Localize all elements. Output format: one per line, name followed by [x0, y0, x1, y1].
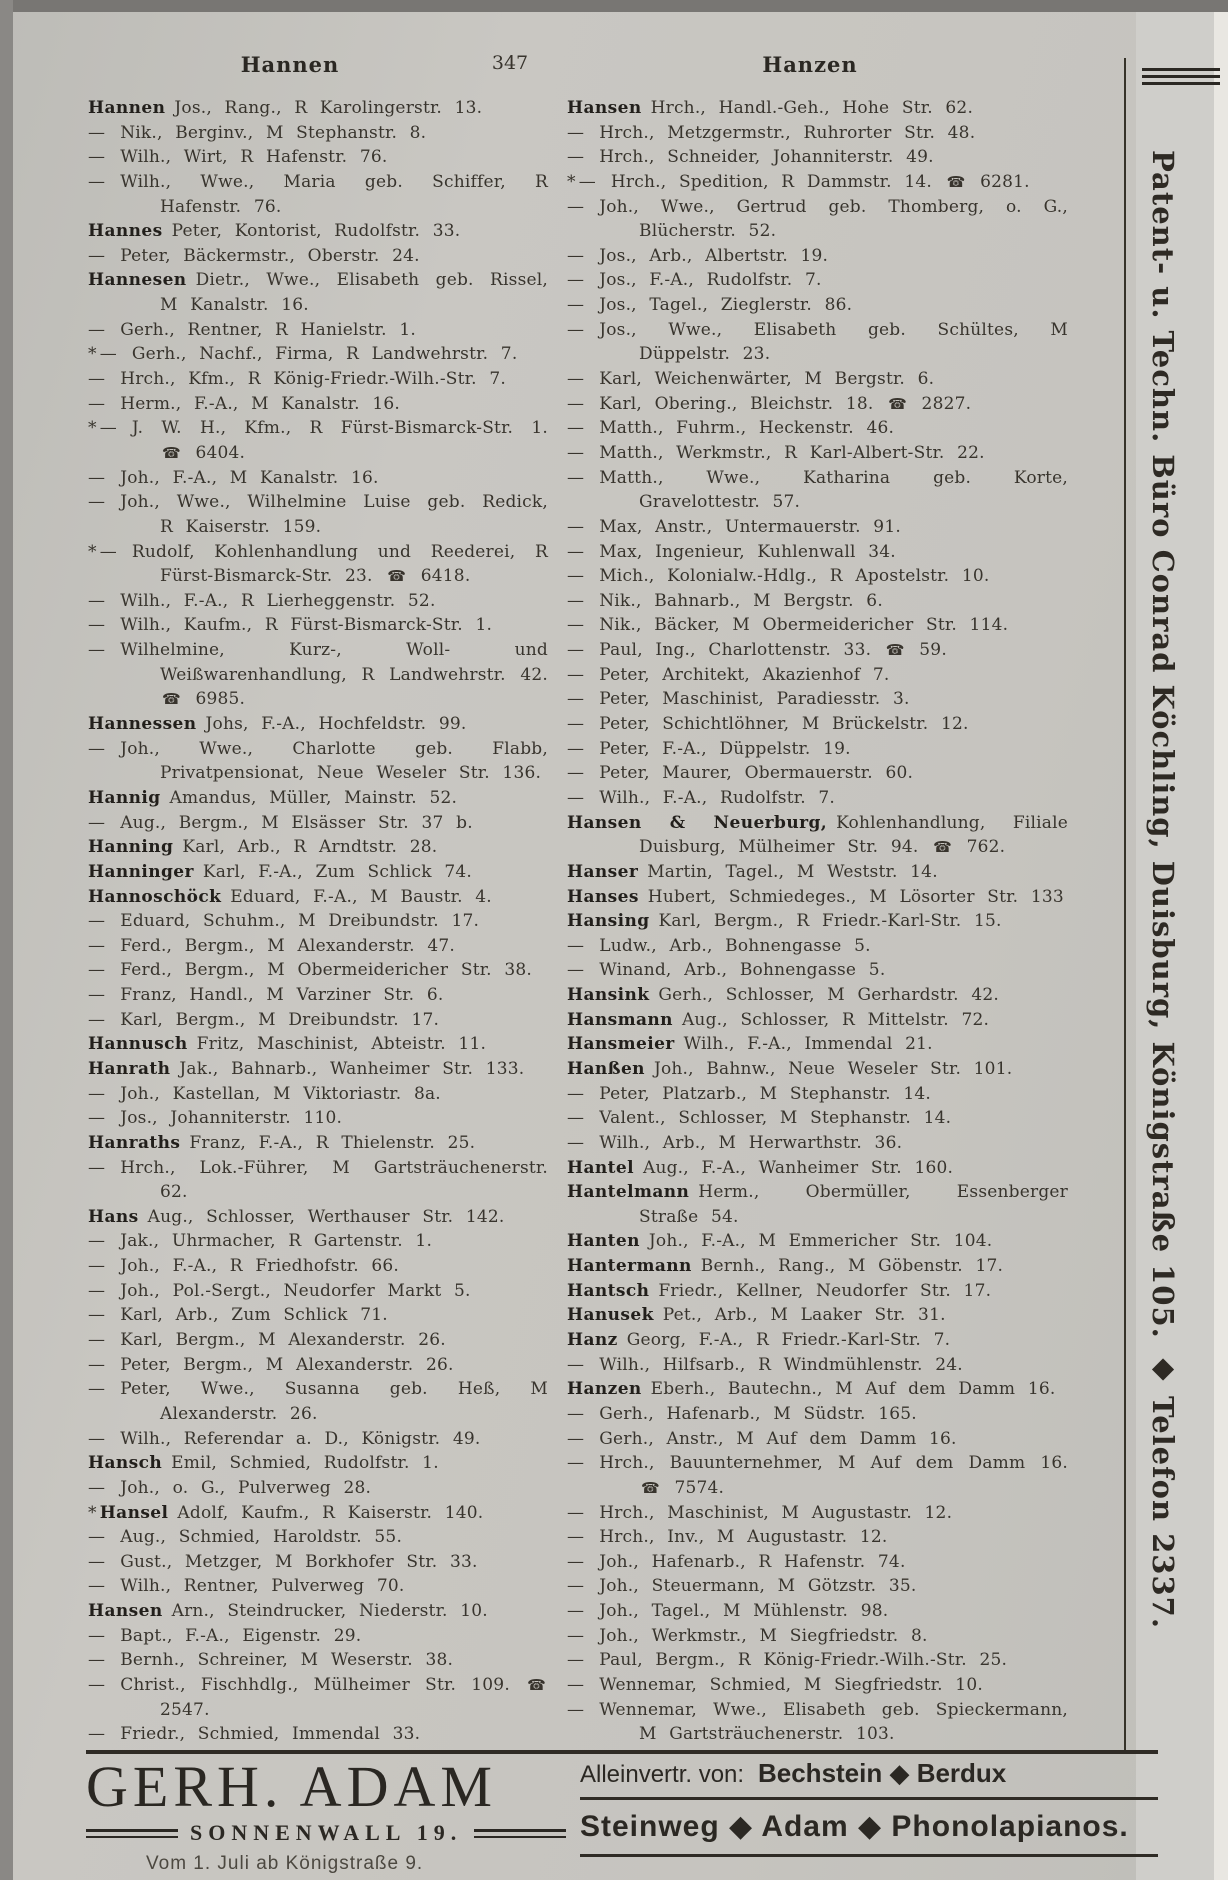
directory-entry: — Wilhelmine, Kurz-, Woll- und Weißwarenhandlung, R Landwehrstr. 42. ☎ 6985.: [88, 640, 548, 710]
surname: Hantel: [567, 1157, 634, 1178]
directory-entry: — Peter, F.-A., Düppelstr. 19.: [567, 738, 851, 759]
directory-entry: Hansink Gerh., Schlosser, M Gerhardstr. 42.: [567, 985, 1000, 1006]
header-left-title: Hannen: [240, 52, 340, 77]
ditto-dash-icon: —: [567, 1083, 585, 1104]
directory-entry: — Gust., Metzger, M Borkhofer Str. 33.: [88, 1551, 478, 1572]
directory-columns: [88, 96, 1068, 1748]
ditto-dash-icon: —: [567, 714, 585, 735]
ditto-dash-icon: —: [88, 1157, 106, 1178]
directory-entry: — Joh., Kastellan, M Viktoriastr. 8a.: [88, 1083, 441, 1104]
directory-entry: Hanninger Karl, F.-A., Zum Schlick 74.: [88, 861, 473, 882]
directory-entry: — Joh., Tagel., M Mühlenstr. 98.: [567, 1601, 889, 1622]
directory-entry: — Karl, Bergm., M Dreibundstr. 17.: [88, 1009, 440, 1030]
ditto-dash-icon: —: [567, 295, 585, 316]
ditto-dash-icon: —: [567, 787, 585, 808]
ditto-dash-icon: —: [88, 1576, 106, 1597]
ditto-dash-icon: —: [88, 590, 106, 611]
directory-entry: — Hrch., Metzgermstr., Ruhrorter Str. 48.: [567, 122, 976, 143]
directory-entry: Hannen Jos., Rang., R Karolingerstr. 13.: [88, 98, 483, 118]
ditto-dash-icon: —: [567, 245, 585, 266]
ditto-dash-icon: —: [567, 960, 585, 981]
ditto-dash-icon: —: [88, 911, 106, 932]
directory-entry: Hannes Peter, Kontorist, Rudolfstr. 33.: [88, 221, 461, 242]
star-marker: *: [567, 171, 576, 192]
surname: Hans: [88, 1206, 139, 1227]
ditto-dash-icon: —: [567, 935, 585, 956]
directory-entry: — Jos., Wwe., Elisabeth geb. Schültes, M Düppelstr. 23.: [567, 319, 1068, 365]
telephone-icon: ☎: [933, 838, 953, 857]
surname: Hannig: [88, 787, 161, 808]
directory-entry: — Joh., F.-A., M Kanalstr. 16.: [88, 467, 379, 488]
directory-entry: — Ferd., Bergm., M Obermeidericher Str. 38.: [88, 960, 533, 981]
surname: Hannen: [88, 98, 166, 118]
page-number: 347: [491, 52, 529, 74]
ditto-dash-icon: —: [88, 812, 106, 833]
directory-entry: Hantelmann Herm., Obermüller, Essenberger Straße 54.: [567, 1182, 1068, 1227]
star-marker: *: [88, 418, 97, 439]
ditto-dash-icon: —: [567, 1502, 585, 1523]
directory-entry: — Mich., Kolonialw.-Hdlg., R Apostelstr. 10.: [567, 566, 990, 587]
directory-entry: Hannesen Dietr., Wwe., Elisabeth geb. Rissel, M Kanalstr. 16.: [88, 270, 548, 316]
directory-entry: — Wilh., Hilfsarb., R Windmühlenstr. 24.: [567, 1354, 963, 1375]
directory-entry: — Wilh., F.-A., Rudolfstr. 7.: [567, 787, 836, 808]
directory-entry: — Joh., Steuermann, M Götzstr. 35.: [567, 1576, 917, 1597]
directory-entry: Hannoschöck Eduard, F.-A., M Baustr. 4.: [88, 886, 492, 907]
directory-entry: — Joh., Wwe., Charlotte geb. Flabb, Privatpensionat, Neue Weseler Str. 136.: [88, 738, 548, 784]
ditto-dash-icon: —: [88, 1009, 106, 1030]
double-rule-icon: [474, 1829, 566, 1838]
ditto-dash-icon: —: [567, 467, 585, 488]
directory-entry: Hansmeier Wilh., F.-A., Immendal 21.: [567, 1034, 933, 1055]
ditto-dash-icon: —: [567, 1650, 585, 1671]
directory-entry: — Friedr., Schmied, Immendal 33.: [88, 1724, 421, 1745]
ditto-dash-icon: —: [567, 1551, 585, 1572]
ditto-dash-icon: —: [567, 738, 585, 759]
page-right-edge: [1214, 0, 1228, 1880]
directory-entry: — Paul, Bergm., R König-Friedr.-Wilh.-Str. 25.: [567, 1650, 1008, 1671]
ditto-dash-icon: —: [99, 344, 117, 365]
ditto-dash-icon: —: [88, 960, 106, 981]
directory-entry: * — Gerh., Nachf., Firma, R Landwehrstr. 7.: [88, 344, 518, 365]
directory-column-right: [567, 96, 1068, 1748]
ditto-dash-icon: —: [567, 1675, 585, 1695]
directory-entry: Hanser Martin, Tagel., M Weststr. 14.: [567, 861, 938, 882]
directory-entry: Hantermann Bernh., Rang., M Göbenstr. 17.: [567, 1256, 1004, 1277]
directory-entry: Hanses Hubert, Schmiedeges., M Lösorter Str. 133: [567, 886, 1064, 907]
directory-entry: Hanning Karl, Arb., R Arndtstr. 28.: [88, 837, 438, 858]
star-marker: *: [88, 344, 97, 365]
directory-entry: — Peter, Architekt, Akazienhof 7.: [567, 664, 890, 685]
directory-entry: — Joh., Wwe., Gertrud geb. Thomberg, o. G., Blücherstr. 52.: [567, 196, 1068, 242]
surname: Hanz: [567, 1330, 618, 1351]
directory-entry: Hanzen Eberh., Bautechn., M Auf dem Damm 16.: [567, 1379, 1056, 1400]
ditto-dash-icon: —: [88, 369, 106, 390]
directory-entry: — Joh., Hafenarb., R Hafenstr. 74.: [567, 1551, 906, 1572]
ditto-dash-icon: —: [88, 1724, 106, 1745]
ditto-dash-icon: —: [567, 664, 585, 685]
ditto-dash-icon: —: [88, 1354, 106, 1375]
ditto-dash-icon: —: [567, 566, 585, 587]
ditto-dash-icon: —: [88, 1675, 106, 1695]
directory-entry: — Wilh., Wwe., Maria geb. Schiffer, R Hafenstr. 76.: [88, 171, 548, 217]
ditto-dash-icon: —: [567, 1625, 585, 1646]
ditto-dash-icon: —: [567, 1428, 585, 1449]
directory-entry: — Karl, Bergm., M Alexanderstr. 26.: [88, 1330, 446, 1351]
ditto-dash-icon: —: [567, 319, 585, 340]
ditto-dash-icon: —: [88, 738, 106, 759]
directory-entry: — Peter, Schichtlöhner, M Brückelstr. 12.: [567, 714, 969, 735]
ditto-dash-icon: —: [88, 319, 106, 340]
ad-distributor-prefix: Alleinvertr. von:: [580, 1761, 745, 1788]
surname: Hanraths: [88, 1132, 181, 1153]
ditto-dash-icon: —: [567, 393, 585, 414]
telephone-icon: ☎: [162, 443, 181, 462]
ditto-dash-icon: —: [88, 1330, 106, 1351]
directory-entry: Hansen & Neuerburg, Kohlenhandlung, Filiale Duisburg, Mülheimer Str. 94. ☎ 762.: [567, 812, 1068, 858]
directory-entry: Hansing Karl, Bergm., R Friedr.-Karl-Str. 15.: [567, 911, 1002, 932]
directory-entry: [88, 1747, 548, 1748]
directory-entry: — Aug., Schmied, Haroldstr. 55.: [88, 1527, 403, 1548]
ditto-dash-icon: —: [99, 541, 117, 562]
ditto-dash-icon: —: [99, 418, 117, 439]
directory-entry: — Nik., Bahnarb., M Bergstr. 6.: [567, 590, 883, 611]
directory-entry: — Wennemar, Wwe., Elisabeth geb. Spieckermann, M Gartsträuchenerstr. 103.: [567, 1699, 1068, 1745]
directory-entry: Hansen Hrch., Handl.-Geh., Hohe Str. 62.: [567, 98, 974, 118]
ditto-dash-icon: —: [88, 1428, 106, 1449]
sidebar-top-rules: [1142, 68, 1220, 85]
ad-move-note: Vom 1. Juli ab Königstraße 9.: [146, 1853, 424, 1874]
directory-entry: — Eduard, Schuhm., M Dreibundstr. 17.: [88, 911, 480, 932]
directory-entry: — Joh., o. G., Pulverweg 28.: [88, 1477, 372, 1498]
directory-entry: — Wennemar, Schmied, M Siegfriedstr. 10.: [567, 1675, 983, 1695]
ditto-dash-icon: —: [88, 935, 106, 956]
directory-entry: — Franz, Handl., M Varziner Str. 6.: [88, 985, 444, 1006]
surname: Hannusch: [88, 1034, 188, 1055]
surname: Hansch: [88, 1453, 163, 1474]
surname: Hansmann: [567, 1009, 673, 1030]
directory-entry: * Hansel Adolf, Kaufm., R Kaiserstr. 140.: [88, 1502, 484, 1523]
ditto-dash-icon: —: [567, 615, 585, 636]
surname: Hanzen: [567, 1379, 642, 1400]
directory-entry: — Gerh., Hafenarb., M Südstr. 165.: [567, 1403, 917, 1424]
directory-entry: — Peter, Maurer, Obermauerstr. 60.: [567, 763, 914, 784]
surname: Hansen & Neuerburg,: [567, 812, 828, 833]
ad-right-block: [554, 1754, 1158, 1874]
ad-distributor-brands: Bechstein ◆ Berdux: [757, 1758, 1007, 1788]
ditto-dash-icon: —: [567, 689, 585, 710]
photo-edge-top: [0, 0, 1228, 12]
directory-entry: Hansmann Aug., Schlosser, R Mittelstr. 72.: [567, 1009, 990, 1030]
directory-entry: — Hrch., Lok.-Führer, M Gartsträuchenerstr. 62.: [88, 1157, 548, 1203]
ditto-dash-icon: —: [567, 1527, 585, 1548]
ditto-dash-icon: —: [567, 1453, 585, 1474]
directory-entry: — Joh., Werkmstr., M Siegfriedstr. 8.: [567, 1625, 928, 1646]
telephone-icon: ☎: [888, 394, 907, 413]
ditto-dash-icon: —: [567, 1108, 585, 1129]
ditto-dash-icon: —: [88, 1650, 106, 1671]
directory-entry: Hantel Aug., F.-A., Wanheimer Str. 160.: [567, 1157, 954, 1178]
directory-entry: — Joh., Wwe., Wilhelmine Luise geb. Redick, R Kaiserstr. 159.: [88, 492, 548, 537]
directory-entry: — Nik., Bäcker, M Obermeidericher Str. 114.: [567, 615, 1009, 636]
directory-entry: Hanraths Franz, F.-A., R Thielenstr. 25.: [88, 1132, 476, 1153]
surname: Hansen: [88, 1601, 163, 1622]
header-right-title: Hanzen: [762, 52, 858, 77]
surname: Hansink: [567, 985, 650, 1006]
directory-entry: — Peter, Platzarb., M Stephanstr. 14.: [567, 1083, 931, 1104]
ditto-dash-icon: —: [88, 1280, 106, 1301]
surname: Hanning: [88, 837, 174, 858]
surname: Hannoschöck: [88, 886, 222, 907]
ditto-dash-icon: —: [88, 1477, 106, 1498]
directory-entry: — Matth., Werkmstr., R Karl-Albert-Str. 22.: [567, 442, 985, 463]
telephone-icon: ☎: [885, 641, 905, 660]
ad-company-name: GERH. ADAM: [86, 1754, 497, 1819]
ditto-dash-icon: —: [567, 1601, 585, 1622]
telephone-icon: ☎: [946, 172, 966, 191]
ditto-dash-icon: —: [88, 171, 106, 192]
directory-entry: Hantsch Friedr., Kellner, Neudorfer Str. 17.: [567, 1280, 992, 1301]
ditto-dash-icon: —: [567, 1403, 585, 1424]
directory-entry: — Hrch., Maschinist, M Augustastr. 12.: [567, 1502, 953, 1523]
directory-entry: — Jak., Uhrmacher, R Gartenstr. 1.: [88, 1231, 433, 1252]
ditto-dash-icon: —: [88, 147, 106, 168]
surname: Hannes: [88, 221, 163, 242]
surname: Hansing: [567, 911, 650, 932]
ditto-dash-icon: —: [567, 442, 585, 463]
surname: Hanninger: [88, 861, 194, 882]
directory-entry: — Karl, Weichenwärter, M Bergstr. 6.: [567, 369, 935, 390]
directory-entry: — Joh., F.-A., R Friedhofstr. 66.: [88, 1256, 400, 1277]
surname: Hansel: [99, 1502, 169, 1523]
directory-entry: — Matth., Wwe., Katharina geb. Korte, Gravelottestr. 57.: [567, 467, 1068, 513]
directory-entry: — Bernh., Schreiner, M Weserstr. 38.: [88, 1650, 454, 1671]
ditto-dash-icon: —: [88, 985, 106, 1006]
directory-entry: Hans Aug., Schlosser, Werthauser Str. 142.: [88, 1206, 505, 1227]
directory-entry: — Hrch., Bauunternehmer, M Auf dem Damm 16. ☎ 7574.: [567, 1453, 1068, 1498]
ditto-dash-icon: —: [567, 196, 585, 217]
directory-entry: Hannusch Fritz, Maschinist, Abteistr. 11.: [88, 1034, 487, 1055]
sidebar-advert-text: Patent- u. Techn. Büro Conrad Köchling, Duisburg, Königstraße 105. ◆ Telefon 2337.: [1146, 150, 1180, 1629]
ad-address: SONNENWALL 19.: [190, 1820, 463, 1845]
surname: Hansen: [567, 98, 642, 118]
telephone-icon: ☎: [162, 690, 181, 709]
directory-entry: — Wilh., Rentner, Pulverweg 70.: [88, 1576, 405, 1597]
surname: Hanses: [567, 886, 639, 907]
directory-entry: — Karl, Arb., Zum Schlick 71.: [88, 1305, 388, 1326]
ditto-dash-icon: —: [567, 147, 585, 168]
ditto-dash-icon: —: [88, 393, 106, 414]
telephone-icon: ☎: [387, 567, 407, 586]
ditto-dash-icon: —: [88, 467, 106, 488]
surname: Hantelmann: [567, 1182, 690, 1203]
directory-entry: — Karl, Obering., Bleichstr. 18. ☎ 2827.: [567, 393, 972, 414]
directory-entry: — Jos., Johanniterstr. 110.: [88, 1108, 343, 1129]
ad-distributor-line: [580, 1754, 1158, 1800]
ditto-dash-icon: —: [88, 1379, 106, 1400]
ditto-dash-icon: —: [88, 1305, 106, 1326]
ditto-dash-icon: —: [88, 640, 106, 661]
directory-entry: Hanz Georg, F.-A., R Friedr.-Karl-Str. 7.: [567, 1330, 951, 1351]
surname: Hannesen: [88, 270, 187, 291]
telephone-icon: ☎: [527, 1676, 546, 1694]
directory-entry: Hannessen Johs, F.-A., Hochfeldstr. 99.: [88, 714, 467, 735]
ditto-dash-icon: —: [567, 369, 585, 390]
star-marker: *: [88, 1502, 97, 1523]
directory-entry: Hansen Arn., Steindrucker, Niederstr. 10.: [88, 1601, 488, 1622]
directory-entry: — Max, Ingenieur, Kuhlenwall 34.: [567, 541, 896, 562]
directory-entry: — Wilh., Wirt, R Hafenstr. 76.: [88, 147, 388, 168]
directory-entry: — Nik., Berginv., M Stephanstr. 8.: [88, 122, 427, 143]
directory-entry: — Gerh., Rentner, R Hanielstr. 1.: [88, 319, 416, 340]
directory-entry: — Joh., Pol.-Sergt., Neudorfer Markt 5.: [88, 1280, 471, 1301]
ditto-dash-icon: —: [567, 1576, 585, 1597]
surname: Hanßen: [567, 1058, 645, 1079]
directory-entry: Hansch Emil, Schmied, Rudolfstr. 1.: [88, 1453, 439, 1474]
directory-entry: — Hrch., Kfm., R König-Friedr.-Wilh.-Str. 7.: [88, 369, 506, 390]
ditto-dash-icon: —: [88, 1551, 106, 1572]
directory-entry: — Paul, Ing., Charlottenstr. 33. ☎ 59.: [567, 640, 947, 661]
double-rule-icon: [86, 1829, 178, 1838]
photo-edge-left: [0, 0, 13, 1880]
ditto-dash-icon: —: [88, 245, 106, 266]
sidebar-divider-rule: [1124, 58, 1126, 1750]
directory-entry: — Peter, Wwe., Susanna geb. Heß, M Alexanderstr. 26.: [88, 1379, 548, 1424]
page-header: [0, 52, 1228, 86]
directory-entry: — Hrch., Inv., M Augustastr. 12.: [567, 1527, 888, 1548]
ditto-dash-icon: —: [88, 1625, 106, 1646]
directory-entry: — Jos., Tagel., Zieglerstr. 86.: [567, 295, 853, 316]
directory-entry: — Wilh., F.-A., R Lierheggenstr. 52.: [88, 590, 436, 611]
directory-entry: — Peter, Bergm., M Alexanderstr. 26.: [88, 1354, 454, 1375]
ditto-dash-icon: —: [567, 1354, 585, 1375]
ditto-dash-icon: —: [88, 1108, 106, 1129]
star-marker: *: [88, 541, 97, 562]
directory-entry: — Jos., F.-A., Rudolfstr. 7.: [567, 270, 822, 291]
directory-column-left: [88, 96, 548, 1748]
directory-entry: — Bapt., F.-A., Eigenstr. 29.: [88, 1625, 362, 1646]
directory-entry: — Matth., Fuhrm., Heckenstr. 46.: [567, 418, 895, 439]
ditto-dash-icon: —: [567, 270, 585, 291]
ditto-dash-icon: —: [567, 640, 585, 661]
surname: Hanusek: [567, 1305, 654, 1326]
surname: Hantermann: [567, 1256, 692, 1277]
directory-entry: — Wilh., Kaufm., R Fürst-Bismarck-Str. 1.: [88, 615, 493, 636]
footer-advertisement: [86, 1750, 1158, 1874]
surname: Hantsch: [567, 1280, 650, 1301]
ditto-dash-icon: —: [567, 763, 585, 784]
ditto-dash-icon: —: [88, 1231, 106, 1252]
ad-brands-line2: Steinweg ◆ Adam ◆ Phonolapianos.: [580, 1800, 1158, 1857]
directory-entry: Hannig Amandus, Müller, Mainstr. 52.: [88, 787, 458, 808]
ditto-dash-icon: —: [567, 541, 585, 562]
ditto-dash-icon: —: [567, 122, 585, 143]
directory-entry: Hanten Joh., F.-A., M Emmericher Str. 104.: [567, 1231, 993, 1252]
directory-entry: — Jos., Arb., Albertstr. 19.: [567, 245, 829, 266]
surname: Hanrath: [88, 1058, 171, 1079]
directory-entry: Hanrath Jak., Bahnarb., Wanheimer Str. 133.: [88, 1058, 525, 1079]
directory-entry: — Ferd., Bergm., M Alexanderstr. 47.: [88, 935, 456, 956]
surname: Hansmeier: [567, 1034, 675, 1055]
directory-entry: Hanusek Pet., Arb., M Laaker Str. 31.: [567, 1305, 946, 1326]
directory-entry: — Wilh., Arb., M Herwarthstr. 36.: [567, 1132, 903, 1153]
directory-entry: — Peter, Maschinist, Paradiesstr. 3.: [567, 689, 910, 710]
telephone-icon: ☎: [641, 1478, 660, 1497]
directory-entry: — Ludw., Arb., Bohnengasse 5.: [567, 935, 871, 956]
directory-entry: — Peter, Bäckermstr., Oberstr. 24.: [88, 245, 420, 266]
ditto-dash-icon: —: [88, 615, 106, 636]
directory-entry: — Valent., Schlosser, M Stephanstr. 14.: [567, 1108, 952, 1129]
ditto-dash-icon: —: [567, 590, 585, 611]
directory-entry: * — Rudolf, Kohlenhandlung und Reederei, R Fürst-Bismarck-Str. 23. ☎ 6418.: [88, 541, 548, 587]
ditto-dash-icon: —: [88, 492, 106, 513]
directory-entry: [567, 1747, 1068, 1748]
directory-entry: Hanßen Joh., Bahnw., Neue Weseler Str. 101.: [567, 1058, 1013, 1079]
ditto-dash-icon: —: [578, 171, 596, 192]
ditto-dash-icon: —: [88, 1527, 106, 1548]
directory-entry: — Max, Anstr., Untermauerstr. 91.: [567, 516, 901, 537]
directory-entry: — Christ., Fischhdlg., Mülheimer Str. 109. ☎ 2547.: [88, 1675, 546, 1720]
surname: Hanten: [567, 1231, 640, 1252]
directory-entry: — Wilh., Referendar a. D., Königstr. 49.: [88, 1428, 481, 1449]
directory-entry: — Aug., Bergm., M Elsässer Str. 37 b.: [88, 812, 473, 833]
directory-entry: — Hrch., Schneider, Johanniterstr. 49.: [567, 147, 934, 168]
ditto-dash-icon: —: [567, 516, 585, 537]
directory-entry: * — Hrch., Spedition, R Dammstr. 14. ☎ 6281.: [567, 171, 1030, 192]
ditto-dash-icon: —: [567, 418, 585, 439]
surname: Hanser: [567, 861, 639, 882]
ditto-dash-icon: —: [567, 1699, 585, 1720]
ditto-dash-icon: —: [88, 1083, 106, 1104]
ad-address-row: [86, 1820, 554, 1846]
directory-entry: — Gerh., Anstr., M Auf dem Damm 16.: [567, 1428, 957, 1449]
ditto-dash-icon: —: [88, 122, 106, 143]
surname: Hannessen: [88, 714, 197, 735]
directory-entry: * — J. W. H., Kfm., R Fürst-Bismarck-Str. 1. ☎ 6404.: [88, 418, 548, 463]
directory-entry: — Herm., F.-A., M Kanalstr. 16.: [88, 393, 400, 414]
ditto-dash-icon: —: [88, 1256, 106, 1277]
directory-entry: — Winand, Arb., Bohnengasse 5.: [567, 960, 886, 981]
ad-left-block: [86, 1754, 554, 1874]
ditto-dash-icon: —: [567, 1132, 585, 1153]
